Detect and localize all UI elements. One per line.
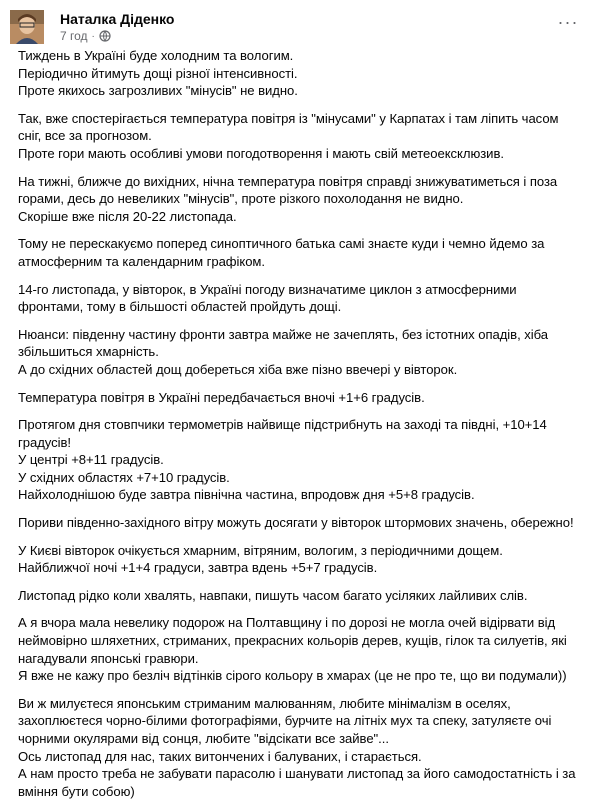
post-text-line: Я вже не кажу про безліч відтінків сірого кольору в хмарах (це не про те, що ви подумали))	[18, 668, 567, 684]
post-paragraph	[18, 389, 590, 407]
meta-separator: ·	[91, 30, 95, 42]
post-paragraph	[18, 281, 590, 316]
post-text-line: Протягом дня стовпчики термометрів найвище підстрибнуть на заході та півдні, +10+14	[18, 417, 547, 433]
post-text-line: 14-го листопада, у вівторок, в Україні погоду визначатиме циклон з атмосферними	[18, 281, 517, 297]
post-text-line: У центрі +8+11 градусів.	[18, 452, 164, 468]
post-text-line: збільшиться хмарність.	[18, 344, 159, 360]
post-text-line: Листопад рідко коли хвалять, навпаки, пишуть часом багато усіляких лайливих слів.	[18, 587, 528, 603]
post-text-line: градусів!	[18, 434, 71, 450]
post-paragraph	[18, 587, 590, 605]
post-text-line: Нюанси: південну частину фронти завтра майже не зачеплять, без істотних опадів, хіба	[18, 326, 548, 342]
post-text-line: А до східних областей дощ добереться хіба вже пізно ввечері у вівторок.	[18, 361, 458, 377]
post-paragraph	[18, 695, 590, 801]
post-text-line: А нам просто треба не забувати парасолю і шанувати листопад за його самодостатність і за	[18, 766, 576, 782]
post-text-line: нагадували японські гравюри.	[18, 650, 199, 666]
post-text-line: фронтами, тому в більшості областей пройдуть дощі.	[18, 299, 342, 315]
post-text-line: сніг, все за прогнозом.	[18, 128, 152, 144]
post-text-line: Найхолоднішою буде завтра північна частина, впродовж дня +5+8 градусів.	[18, 487, 475, 503]
post-timestamp[interactable]: 7 год	[60, 29, 88, 43]
post-paragraph	[18, 326, 590, 379]
post-header	[10, 8, 584, 44]
post-paragraph	[18, 235, 590, 270]
post-meta	[60, 29, 111, 43]
post-paragraph	[18, 173, 590, 226]
post-text-line: Періодично йтимуть дощі різної інтенсивності.	[18, 65, 298, 81]
post-text-line: У Києві вівторок очікується хмарним, вітряним, вологим, з періодичними дощем.	[18, 542, 503, 558]
post-text-line: Ви ж милуєтеся японським стриманим малюванням, любите мінімалізм в оселях,	[18, 695, 511, 711]
post-paragraph	[18, 110, 590, 163]
post-text-line: У східних областях +7+10 градусів.	[18, 469, 230, 485]
post-text-line: Температура повітря в Україні передбачається вночі +1+6 градусів.	[18, 389, 425, 405]
post-text-line: Проте якихось загрозливих "мінусів" не видно.	[18, 83, 298, 99]
post-text-line: атмосферним та календарним графіком.	[18, 253, 265, 269]
post-text-line: Найближчої ночі +1+4 градуси, завтра вдень +5+7 градусів.	[18, 560, 378, 576]
post-text-line: Так, вже спостерігається температура повітря із "мінусами" у Карпатах і там ліпить часом	[18, 110, 559, 126]
post-text	[18, 47, 590, 810]
post-paragraph	[18, 614, 590, 684]
author-name[interactable]: Наталка Діденко	[60, 11, 175, 27]
post-text-line: Пориви південно-західного вітру можуть досягати у вівторок штормових значень, обережно!	[18, 515, 574, 531]
more-options-button[interactable]	[554, 12, 582, 32]
post-text-line: чорними окулярами від сонця, любите "відсікати все зайве"...	[18, 731, 389, 746]
post-text-line: горами, десь до невеликих "мінусів", проте різкого похолодання не видно.	[18, 191, 464, 207]
post-text-line: Проте гори мають особливі умови погодотворення і мають свій метеоексклюзив.	[18, 145, 504, 161]
post-paragraph	[18, 514, 590, 532]
avatar-image	[10, 10, 44, 44]
globe-icon[interactable]	[99, 30, 111, 42]
post-paragraph	[18, 542, 590, 577]
post-text-line: Ось листопад для нас, таких витончених і балуваних, і старається.	[18, 748, 422, 764]
more-options-icon: ···	[557, 12, 579, 32]
post-text-line: неймовірно шляхетних, стриманих, прекрасних кольорів дерев, кущів, гілок та силуетів, які	[18, 633, 567, 649]
post-text-line: захоплюєтеся чорно-білими фотографіями, бурчите на літніх мух та спеку, затуляєте очі	[18, 713, 552, 729]
post-paragraph	[18, 416, 590, 504]
post-paragraph	[18, 47, 590, 100]
post-text-line: вміння бути собою)	[18, 783, 135, 799]
post-text-line: На тижні, ближче до вихідних, нічна температура повітря справді знижуватиметься і поза	[18, 173, 558, 189]
post-text-line: Тиждень в Україні буде холодним та вологим.	[18, 48, 294, 63]
post-text-line: А я вчора мала невелику подорож на Полтавщину і по дорозі не могла очей відірвати від	[18, 615, 556, 631]
post-text-line: Скоріше вже після 20-22 листопада.	[18, 208, 237, 224]
post-text-line: Тому не перескакуємо поперед синоптичного батька самі знаєте куди і чемно йдемо за	[18, 236, 545, 252]
author-avatar[interactable]	[10, 10, 44, 44]
